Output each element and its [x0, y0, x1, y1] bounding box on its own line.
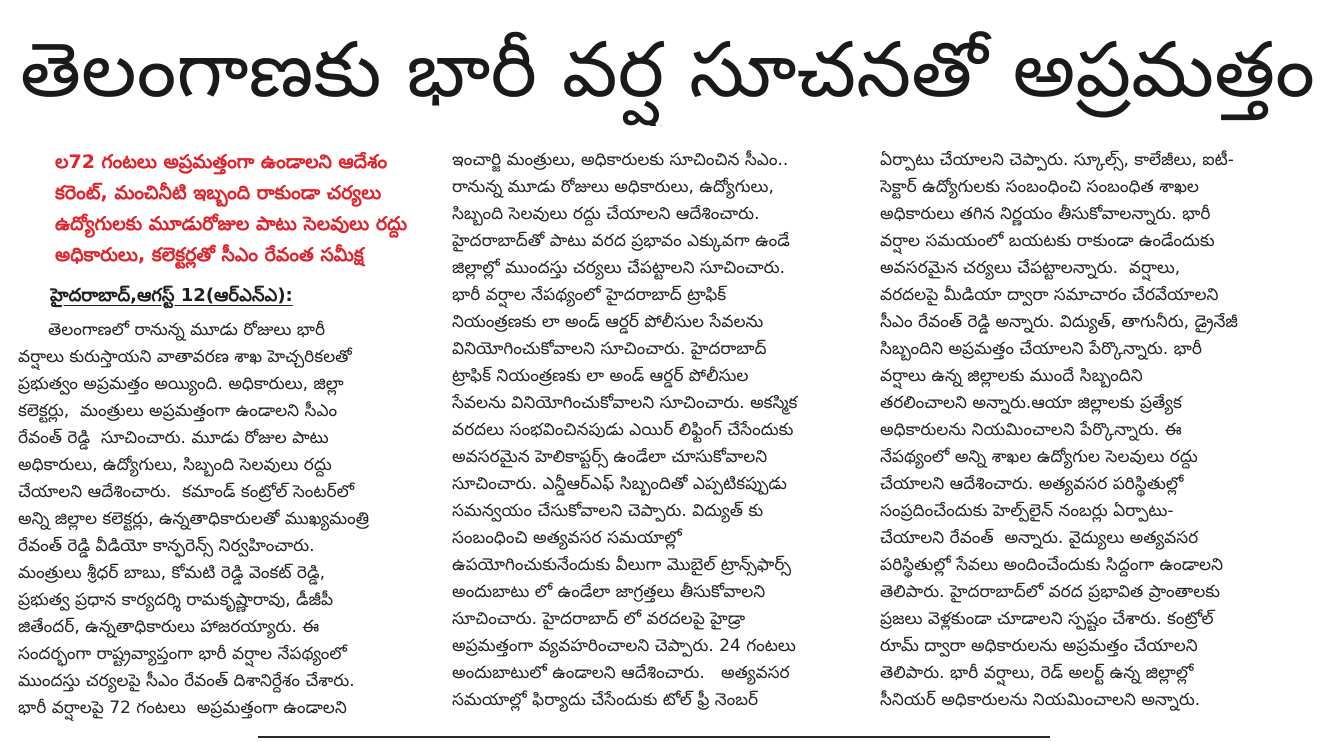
body-line: నియంత్రణకు లా అండ్ ఆర్డర్ పోలీసుల సేవలను	[452, 312, 764, 332]
body-line: హైదరాబాద్‌తో పాటు వరద ప్రభావం ఎక్కువగా ఉండే	[452, 231, 790, 251]
body-line: సమన్వయం చేసుకోవాలని చెప్పారు. విద్యుత్ కు	[452, 501, 764, 521]
body-line: అవసరమైన హెలికాప్టర్స్ ఉండేలా చూసుకోవాలని	[452, 447, 768, 467]
body-line: సంప్రదించేందుకు హెల్ప్‌లైన్ నంబర్లు ఏర్పాటు-	[880, 501, 1174, 521]
body-line: అందుబాటులో ఉండాలని ఆదేశించారు. అత్యవసర	[452, 663, 790, 683]
body-line: వరదలు సంభవించినపుడు ఎయిర్ లిఫ్టింగ్ చేసేందుకు	[452, 420, 794, 440]
body-line: వర్షాలు కురుస్తాయని వాతావరణ శాఖ హెచ్చరికలతో	[18, 347, 352, 367]
body-line: అందుబాటు లో ఉండేలా జాగ్రత్తలు తీసుకోవాలని	[452, 582, 766, 602]
body-line: సీనియర్ అధికారులను నియమించాలని అన్నారు.	[880, 690, 1201, 710]
body-line: రేవంత్ రెడ్డి వీడియో కాన్ఫరెన్స్ నిర్వహించారు.	[18, 536, 315, 556]
body-line: ప్రభుత్వ ప్రధాన కార్యదర్శి రామకృష్ణారావు, డీజీపీ	[18, 590, 334, 610]
body-line: కలెక్టర్లు, మంత్రులు అప్రమత్తంగా ఉండాలని సీఎం	[18, 401, 338, 421]
bottom-divider	[258, 736, 1050, 738]
dateline-container	[50, 283, 420, 309]
subheadline: ల72 గంటలు అప్రమత్తంగా ఉండాలని ఆదేశం	[55, 151, 388, 173]
body-line: ఏర్పాటు చేయాలని చెప్పారు. స్కూల్స్, కాలేజీలు, ఐటీ-	[880, 150, 1234, 170]
dateline: హైదరాబాద్,ఆగస్ట్ 12(ఆర్ఎన్ఎ):	[50, 285, 293, 306]
body-line: వరదలపై మీడియా ద్వారా సమాచారం చేరవేయాలని	[880, 285, 1219, 305]
headline: తెలంగాణకు భారీ వర్ష సూచనతో అప్రమత్తం	[20, 25, 1315, 114]
body-line: తెలిపారు. హైదరాబాద్‌లో వరద ప్రభావిత ప్రాంతాలకు	[880, 582, 1221, 602]
body-line: చేయాలని రేవంత్ అన్నారు. వైద్యులు అత్యవసర	[880, 528, 1199, 548]
body-line: ప్రజలు వెళ్లకుండా చూడాలని స్పష్టం చేశారు. కంట్రోల్	[880, 609, 1214, 629]
body-line: సమయాల్లో ఫిర్యాదు చేసేందుకు టోల్ ఫ్రీ నెంబర్	[452, 690, 759, 710]
body-line: తరలించాలని అన్నారు.ఆయా జిల్లాలకు ప్రత్యేక	[880, 393, 1182, 413]
body-line: రూమ్ ద్వారా అధికారులను అప్రమత్తం చేయాలని	[880, 636, 1198, 656]
body-line: వర్షాల సమయంలో బయటకు రాకుండా ఉండేందుకు	[880, 231, 1215, 251]
body-line: చేయాలని ఆదేశించారు. కమాండ్ కంట్రోల్ సెంటర్‌లో	[18, 482, 355, 502]
body-line: భారీ వర్షాలపై 72 గంటలు అప్రమత్తంగా ఉండాలని	[18, 698, 347, 718]
body-line: సిబ్బందిని అప్రమత్తం చేయాలని పేర్కొన్నారు. భారీ	[880, 339, 1202, 359]
body-line: అధికారులు తగిన నిర్ణయం తీసుకోవాలన్నారు. భారీ	[880, 204, 1211, 224]
body-line: సేవలను వినియోగించుకోవాలని సూచించారు. అకస్మిక	[452, 393, 798, 413]
body-line: చేయాలని ఆదేశించారు. అత్యవసర పరిస్థితుల్లో	[880, 474, 1184, 494]
headline-container	[20, 14, 1315, 126]
body-line: అధికారులు, ఉద్యోగులు, సిబ్బంది సెలవులు రద్దు	[18, 455, 332, 475]
body-line: జిల్లాల్లో ముందస్తు చర్యలు చేపట్టాలని సూచించారు.	[452, 258, 785, 278]
body-line: సూచించారు. ఎన్డీఆర్ఎఫ్ సిబ్బందితో ఎప్పటికప్పుడు	[452, 474, 787, 494]
article-column-3	[880, 147, 1260, 722]
body-line: అవసరమైన చర్యలు చేపట్టాలన్నారు. వర్షాలు,	[880, 258, 1181, 278]
body-line: సీఎం రేవంత్ రెడ్డి అన్నారు. విద్యుత్, తాగునీరు, డ్రైనేజీ	[880, 312, 1238, 332]
body-line: ముందస్తు చర్యలపై సీఎం రేవంత్ దిశానిర్దేశం చేశారు.	[18, 671, 355, 691]
subheadline: అధికారులు, కలెక్టర్లతో సీఎం రేవంత సమీక్ష	[55, 244, 364, 266]
body-line: సెక్టార్ ఉద్యోగులకు సంబంధించి సంబంధిత శాఖల	[880, 177, 1199, 197]
subheadline: కరెంట్, మంచినీటి ఇబ్బంది రాకుండా చర్యలు	[55, 182, 382, 204]
body-line: అన్ని జిల్లాల కలెక్టర్లు, ఉన్నతాధికారులతో ముఖ్యమంత్రి	[18, 509, 370, 529]
body-line: వర్షాలు ఉన్న జిల్లాలకు ముందే సిబ్బందిని	[880, 366, 1143, 386]
article-column-2	[452, 147, 832, 722]
body-line: రేవంత్ రెడ్డి సూచించారు. మూడు రోజుల పాటు	[18, 428, 329, 448]
body-line: ట్రాఫిక్ నియంత్రణకు లా అండ్ ఆర్డర్ పోలీసుల	[452, 366, 749, 386]
body-line: ఉపయోగించుకునేందుకు వీలుగా మొబైల్ ట్రాన్స్‌ఫార్స్	[452, 555, 791, 575]
subheadline-block	[55, 147, 417, 271]
body-line: తెలంగాణలో రానున్న మూడు రోజులు భారీ	[48, 320, 326, 340]
body-line: వినియోగించుకోవాలని సూచించారు. హైదరాబాద్	[452, 339, 767, 359]
body-line: భారీ వర్షాల నేపథ్యంలో హైదరాబాద్ ట్రాఫిక్	[452, 285, 727, 305]
body-line: సంబంధించి అత్యవసర సమయాల్లో	[452, 528, 682, 548]
body-line: అధికారులను నియమించాలని పేర్కొన్నారు. ఈ	[880, 420, 1182, 440]
body-line: నేపథ్యంలో అన్ని శాఖల ఉద్యోగుల సెలవులు రద్దు	[880, 447, 1198, 467]
body-line: పరిస్థితుల్లో సేవలు అందించేందుకు సిద్దంగా ఉండాలని	[880, 555, 1224, 575]
article-column-1	[18, 317, 422, 727]
body-line: తెలిపారు. భారీ వర్షాలు, రెడ్ అలర్ట్ ఉన్న జిల్లాల్లో	[880, 663, 1194, 683]
body-line: జితేందర్, ఉన్నతాధికారులు హాజరయ్యారు. ఈ	[18, 617, 320, 637]
body-line: ప్రభుత్వం అప్రమత్తం అయ్యింది. అధికారులు, జిల్లా	[18, 374, 344, 394]
body-line: ఇంచార్జి మంత్రులు, అధికారులకు సూచించిన సీఎం..	[452, 150, 789, 170]
body-line: మంత్రులు శ్రీధర్ బాబు, కోమటి రెడ్డి వెంకట్ రెడ్డి,	[18, 563, 326, 583]
subheadline: ఉద్యోగులకు మూడురోజుల పాటు సెలవులు రద్దు	[55, 213, 408, 235]
body-line: రానున్న మూడు రోజులు అధికారులు, ఉద్యోగులు,	[452, 177, 774, 197]
body-line: అప్రమత్తంగా వ్యవహరించాలని చెప్పారు. 24 గంటలు	[452, 636, 796, 656]
body-line: సిబ్బంది సెలవులు రద్దు చేయాలని ఆదేశించారు.	[452, 204, 760, 224]
body-line: సూచించారు. హైదరాబాద్ లో వరదలపై హైడ్రా	[452, 609, 746, 629]
body-line: సందర్భంగా రాష్ట్రవ్యాప్తంగా భారీ వర్షాల నేపథ్యంలో	[18, 644, 347, 664]
